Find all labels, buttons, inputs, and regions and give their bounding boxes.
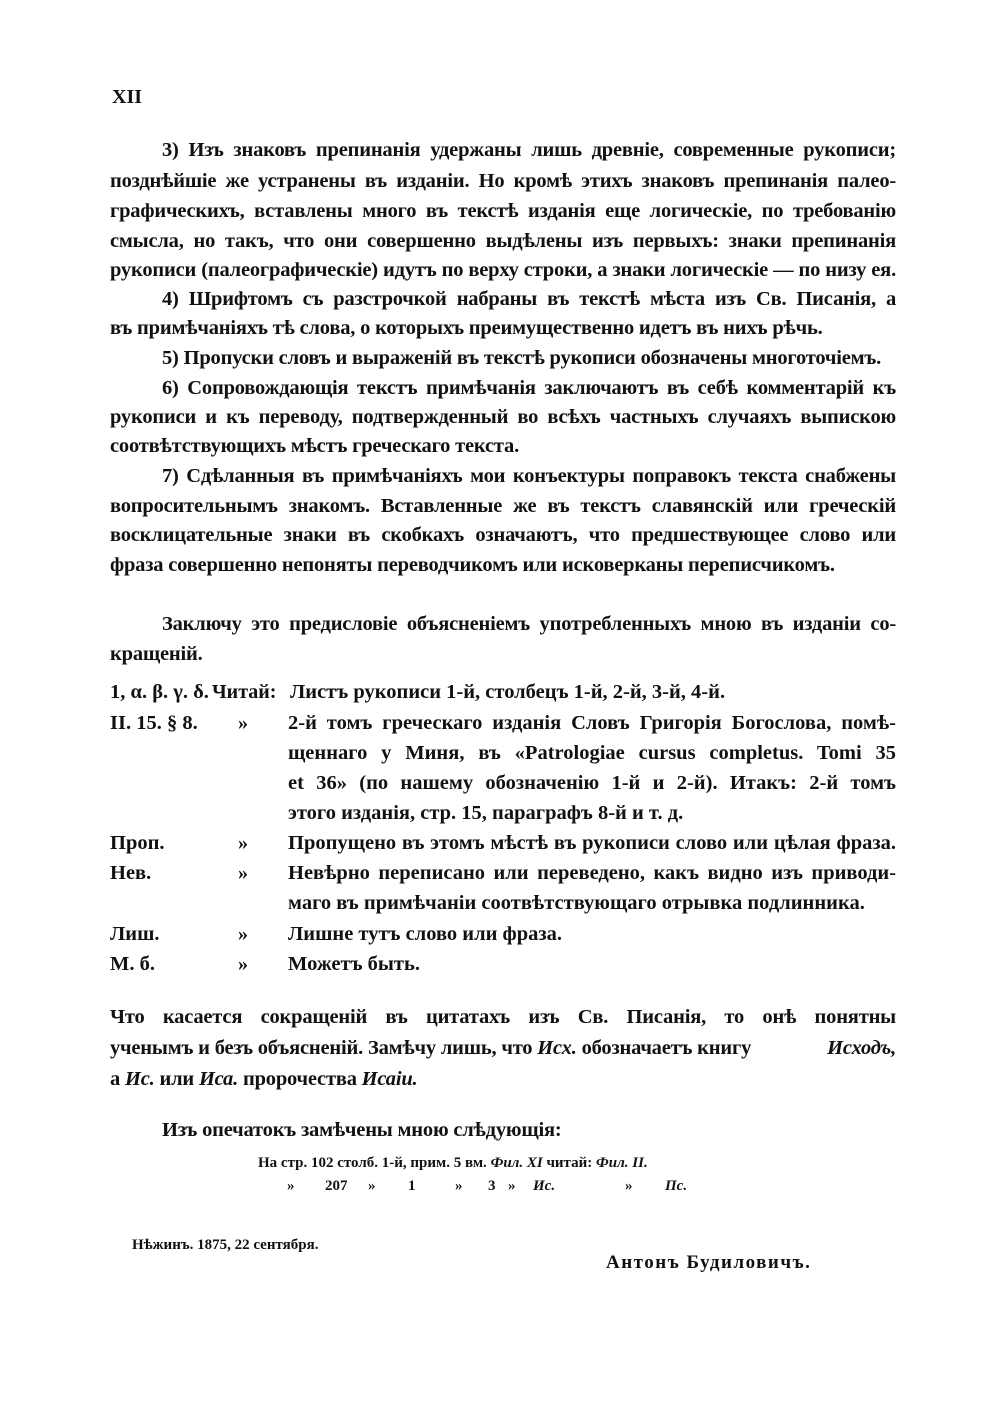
abbreviation-meaning: Невѣрно переписано или переведено, какъ видно изъ приводи-: [288, 862, 896, 884]
ditto: »: [625, 1178, 633, 1194]
signature: Антонъ Будиловичъ.: [606, 1252, 812, 1273]
text: читай:: [546, 1155, 593, 1171]
abbreviation-meaning: Пропущено въ этомъ мѣстѣ въ рукописи слово или цѣлая фраза.: [288, 832, 896, 854]
text-line: въ примѣчаніяхъ тѣ слова, о которыхъ преимущественно идетъ въ нихъ рѣчь.: [110, 317, 823, 339]
abbreviation: 1, α. β. γ. δ.: [110, 681, 209, 703]
text-line: соотвѣтствующихъ мѣстъ греческаго текста.: [110, 435, 520, 457]
ditto: »: [508, 1178, 516, 1194]
abbreviation: Лиш.: [110, 923, 160, 945]
abbreviation-meaning: этого изданія, стр. 15, параграфъ 8-й и т. д.: [288, 802, 684, 824]
book-name: Исаіи.: [361, 1068, 418, 1090]
place-date: Нѣжинъ. 1875, 22 сентября.: [132, 1237, 319, 1253]
text-line: 6) Сопровождающія текстъ примѣчанія заключаютъ въ себѣ комментарій къ: [162, 377, 896, 399]
text-line: рукописи и къ переводу, подтвержденный во всѣхъ частныхъ случаяхъ выпискою: [110, 406, 896, 428]
abbr: Исх.: [537, 1037, 577, 1059]
ditto-mark: »: [238, 832, 248, 854]
errata-heading: Изъ опечатокъ замѣчены мною слѣдующія:: [162, 1119, 562, 1141]
text-line: 3) Изъ знаковъ препинанія удержаны лишь древніе, современные рукописи;: [162, 139, 896, 161]
wrong: Фил. XI: [490, 1155, 543, 1171]
abbreviation: II. 15. § 8.: [110, 712, 198, 734]
text-line: графическихъ, вставлены много въ текстѣ изданія еще логическіе, по требованію: [110, 200, 896, 222]
ditto-mark: »: [238, 712, 248, 734]
text-line: Заключу это предисловіе объясненіемъ употребленныхъ мною въ изданіи со-: [162, 613, 896, 635]
ditto: »: [368, 1178, 376, 1194]
right: Пс.: [665, 1178, 688, 1194]
ditto-mark: »: [238, 923, 248, 945]
page-number: XII: [112, 86, 143, 108]
errata-row: [258, 1155, 648, 1172]
abbreviation-meaning: маго въ примѣчаніи соотвѣтствующаго отрывка подлинника.: [288, 892, 865, 914]
abbreviation-meaning: щеннаго у Миня, въ «Patrologiae cursus completus. Tomi 35: [288, 742, 896, 764]
abbreviation-meaning: Можетъ быть.: [288, 953, 420, 975]
text: а: [110, 1068, 125, 1090]
text-line: вопросительнымъ знакомъ. Вставленные же въ текстъ славянскій или греческій: [110, 495, 896, 517]
page: 207: [325, 1178, 348, 1194]
text: обозначаетъ книгу: [576, 1037, 752, 1059]
ditto-mark: Читай:: [212, 681, 277, 703]
abbreviation-meaning: et 36» (по нашему обозначенію 1-й и 2-й). Итакъ: 2-й томъ: [288, 772, 896, 794]
abbreviation: Нев.: [110, 862, 152, 884]
text-line: 4) Шрифтомъ съ разстрочкой набраны въ текстѣ мѣста изъ Св. Писанія, а: [162, 288, 896, 310]
citations-line: [110, 1036, 896, 1060]
text: ученымъ и безъ объясненій. Замѣчу лишь, что: [110, 1037, 538, 1059]
text-line: 7) Сдѣланныя въ примѣчаніяхъ мои конъектуры поправокъ текста снабжены: [162, 465, 896, 487]
book-name: Исходъ,: [827, 1037, 896, 1059]
abbreviation-meaning: 2-й томъ греческаго изданія Словъ Григорія Богослова, помѣ-: [288, 712, 896, 734]
col: 1: [408, 1178, 416, 1194]
text-line: кращеній.: [110, 643, 203, 665]
ditto-mark: »: [238, 953, 248, 975]
wrong: Ис.: [533, 1178, 556, 1194]
text-line: смысла, но такъ, что они совершенно выдѣлены изъ первыхъ: знаки препинанія: [110, 230, 896, 252]
abbreviation-meaning: Листъ рукописи 1-й, столбецъ 1-й, 2-й, 3-й, 4-й.: [290, 681, 726, 703]
text: или: [154, 1068, 199, 1090]
text-line: фраза совершенно непоняты переводчикомъ или исковерканы переписчикомъ.: [110, 554, 835, 576]
text-line: позднѣйшіе же устранены въ изданіи. Но кромѣ этихъ знаковъ препинанія палео-: [110, 170, 896, 192]
text-line: рукописи (палеографическіе) идутъ по верху строки, а знаки логическіе — по низу ея.: [110, 259, 896, 281]
ditto-mark: »: [238, 862, 248, 884]
abbr: Ис.: [124, 1068, 155, 1090]
text: пророчества: [238, 1068, 362, 1090]
abbreviation: М. б.: [110, 953, 155, 975]
note: 3: [488, 1178, 496, 1194]
citations-line: [110, 1005, 896, 1029]
text: Что касается сокращеній въ цитатахъ изъ Св. Писанія, то онѣ понятны: [110, 1006, 896, 1028]
text-line: 5) Пропуски словъ и выраженій въ текстѣ рукописи обозначены многоточіемъ.: [162, 347, 882, 369]
text: На стр. 102 столб. 1-й, прим. 5 вм.: [258, 1155, 487, 1171]
right: Фил. II.: [596, 1155, 648, 1171]
abbr: Иса.: [198, 1068, 239, 1090]
citations-line: [110, 1067, 896, 1091]
abbreviation: Проп.: [110, 832, 165, 854]
text-line: восклицательные знаки въ скобкахъ означаютъ, что предшествующее слово или: [110, 524, 896, 546]
abbreviation-meaning: Лишне тутъ слово или фраза.: [288, 923, 562, 945]
ditto: »: [287, 1178, 295, 1194]
ditto: »: [455, 1178, 463, 1194]
